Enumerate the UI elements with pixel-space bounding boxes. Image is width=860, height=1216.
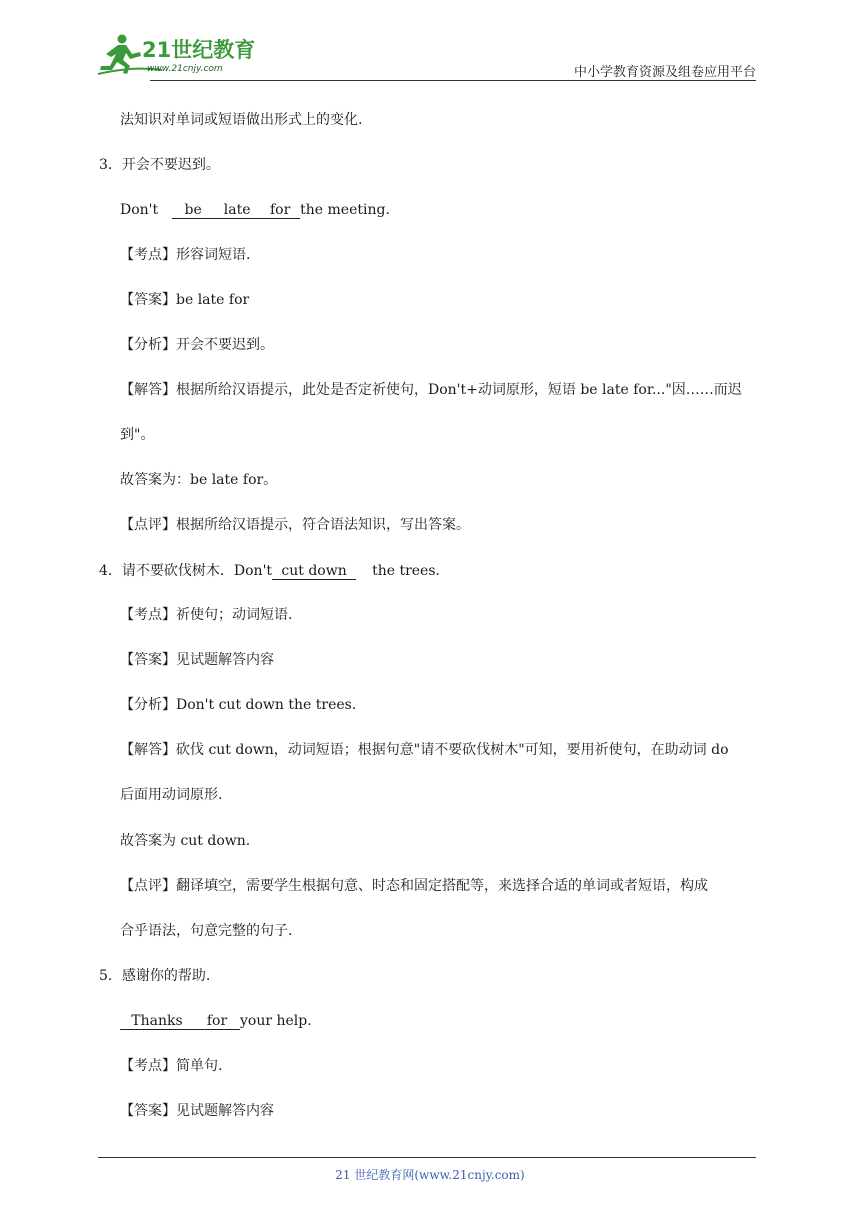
q3-title: 3．开会不要迟到。 (99, 157, 220, 173)
q4-answer-blank: cut down (272, 564, 356, 580)
q3-comment: 【点评】根据所给汉语提示，符合语法知识，写出答案。 (120, 517, 470, 533)
page-header (0, 0, 860, 90)
q3-solution-line1: 【解答】根据所给汉语提示，此处是否定祈使句，Don't+动词原形，短语 be late for..."因……而迟 (120, 382, 742, 398)
q5-title: 5．感谢你的帮助. (99, 968, 211, 984)
q3-answer-blank-1: be (172, 203, 214, 219)
q3-analysis: 【分析】开会不要迟到。 (120, 337, 274, 353)
q5-answer: 【答案】见试题解答内容 (120, 1103, 274, 1119)
q4-kaodian: 【考点】祈使句；动词短语. (120, 607, 293, 623)
q3-solution-line2: 到"。 (120, 427, 155, 443)
q4-title: 4．请不要砍伐树木．Don't (99, 563, 273, 579)
footer-site-link[interactable]: 21 世纪教育网(www.21cnjy.com) (335, 1168, 525, 1182)
q4-comment-line1: 【点评】翻译填空，需要学生根据句意、时态和固定搭配等，来选择合适的单词或者短语，构成 (120, 878, 708, 894)
continuation-text: 法知识对单词或短语做出形式上的变化. (120, 112, 363, 128)
site-logo (92, 30, 262, 80)
q5-sentence (120, 1012, 312, 1030)
q4-sentence (99, 562, 450, 580)
q3-answer-blank-3: for (260, 203, 300, 219)
q3-suffix: the meeting. (300, 202, 390, 218)
q3-answer: 【答案】be late for (120, 292, 250, 308)
svg-text:21世纪教育: 21世纪教育 (142, 38, 256, 62)
q4-solution-line1: 【解答】砍伐 cut down，动词短语；根据句意"请不要砍伐树木"可知，要用祈使句，在助动词 do (120, 742, 729, 758)
q5-kaodian: 【考点】简单句. (120, 1058, 223, 1074)
q4-answer: 【答案】见试题解答内容 (120, 652, 274, 668)
q4-analysis: 【分析】Don't cut down the trees. (120, 697, 357, 713)
q3-kaodian: 【考点】形容词短语. (120, 247, 251, 263)
q4-suffix: the trees． (372, 563, 450, 579)
q5-suffix: your help. (240, 1013, 312, 1029)
q3-answer-blank-2: late (214, 203, 260, 219)
q3-sentence (120, 201, 390, 219)
header-platform-name: 中小学教育资源及组卷应用平台 (573, 65, 756, 80)
q4-final-answer: 故答案为 cut down. (120, 833, 251, 849)
q5-answer-blank-1: Thanks (120, 1014, 194, 1030)
q3-prefix: Don't (120, 202, 159, 218)
q5-answer-blank-2: for (194, 1014, 240, 1030)
q4-solution-line2: 后面用动词原形. (120, 787, 223, 803)
q4-comment-line2: 合乎语法，句意完整的句子. (120, 923, 293, 939)
runner-logo-icon (92, 30, 262, 80)
svg-text:www.21cnjy.com: www.21cnjy.com (147, 64, 223, 74)
footer-divider (98, 1157, 756, 1158)
header-divider (150, 80, 756, 81)
q3-final-answer: 故答案为：be late for。 (120, 472, 278, 488)
